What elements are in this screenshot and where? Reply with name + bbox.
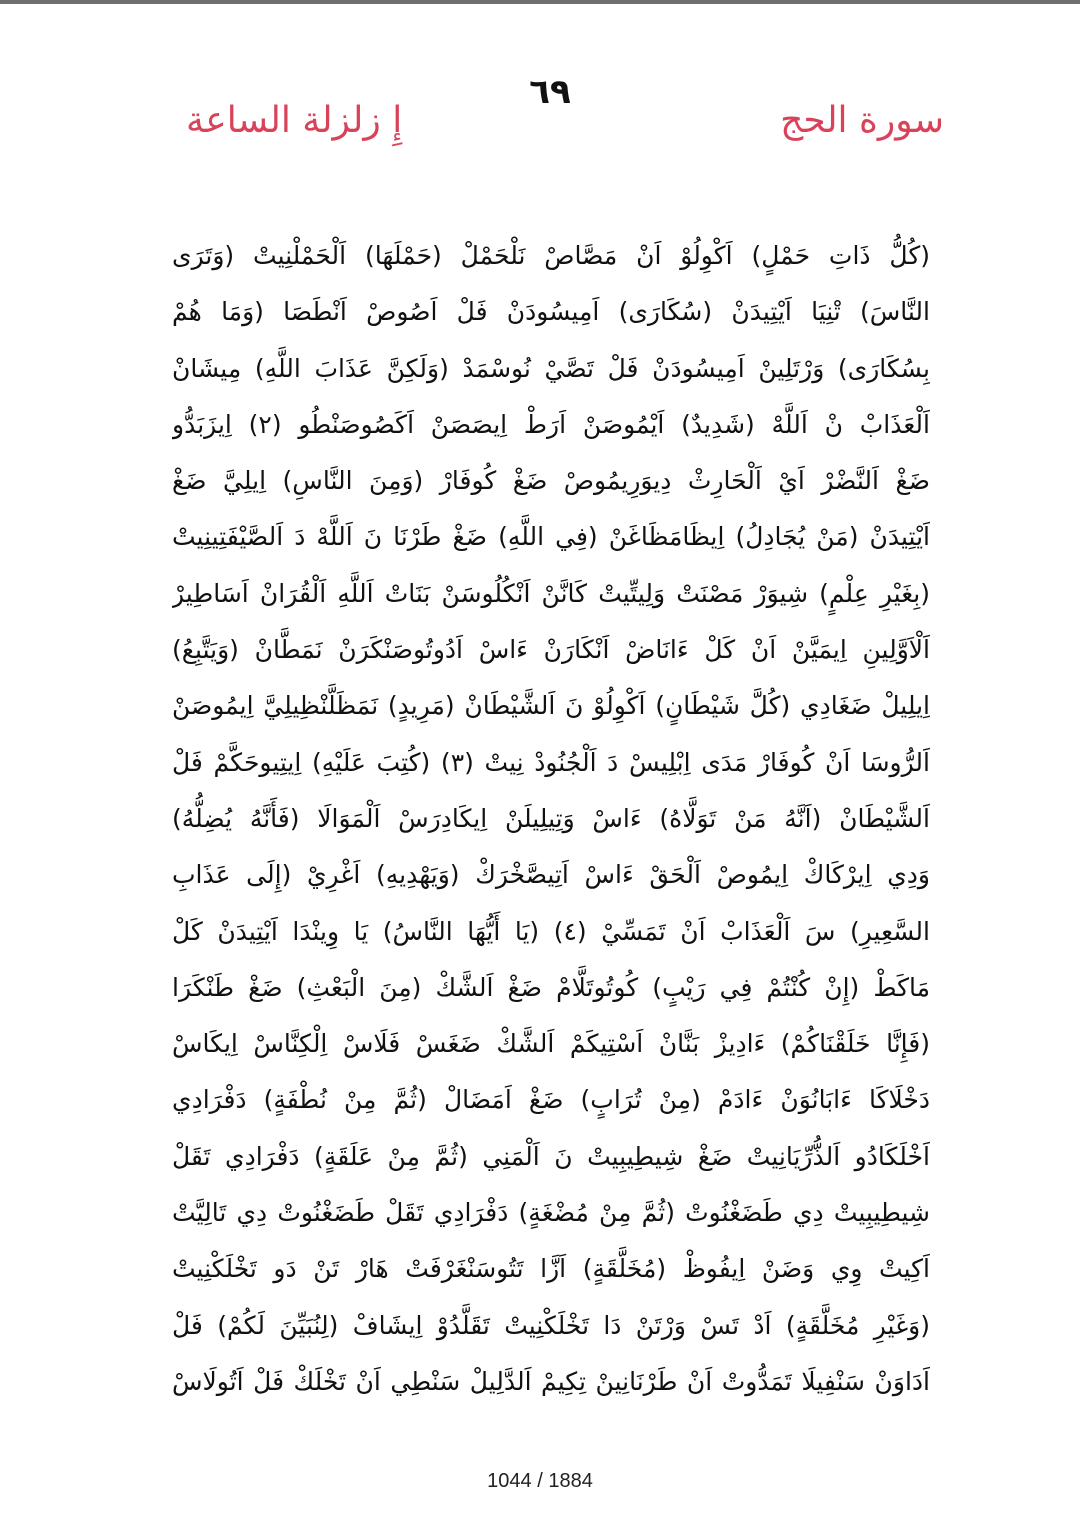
text-line: شِيطِيبِيتْ دِي طَضَغْنُوتْ (ثُمَّ مِنْ مُضْغَةٍ) دَفْرَادِي تَقَلْ طَضَغْنُوتْ دِي تَالِيَّتْ	[172, 1198, 930, 1228]
text-line: ضَغْ اَلنَّضْرْ اَيْ اَلْحَارِثْ دِيوَرِيمُوصْ ضَغْ كُوفَارْ (وَمِنَ النَّاسِ) اِيلِيَّ ضَغْ	[172, 466, 930, 496]
scan-top-edge	[0, 0, 1080, 4]
text-line: (بِغَيْرِ عِلْمٍ) شِيوَرْ مَصْنَتْ وَلِيتِّيتْ كَانَّنْ اَنْكُلُوسَنْ بَنَاتْ اَللَّهِ اَلْقُرَانْ اَسَاطِيرْ	[172, 578, 930, 608]
text-line: السَّعِيرِ) سَ اَلْعَذَابْ اَنْ تَمَسِّيْ (٤) (يَا أَيُّهَا النَّاسُ) يَا وِينْدَا اَيْتِيدَنْ كَلْ	[172, 916, 930, 946]
text-line: بِسُكَارَى) وَرْتَلِينْ اَمِيسُودَنْ فَلْ تَصَّيْ نُوسْمَدْ (وَلَكِنَّ عَذَابَ اللَّهِ) مِيشَانْ	[172, 353, 930, 383]
page-number: ٦٩	[529, 72, 571, 112]
text-line: اَيْتِيدَنْ (مَنْ يُجَادِلُ) اِيظَامَظَاغَنْ (فِي اللَّهِ) ضَغْ طَرْنَا نَ اَللَّهْ دَ اَلصَّيْفَتِينِيتْ	[172, 522, 930, 552]
text-line: اَلرُّوسَا اَنْ كُوفَارْ مَدَى اِبْلِيسْ دَ اَلْجُنُودْ نِيتْ (٣) (كُتِبَ عَلَيْهِ) اِيتِيوحَكَّمْ فَلْ	[172, 747, 930, 777]
text-line: اَلْاَوَّلِينِ اِيمَيَّنْ اَنْ كَلْ ءَانَاضْ اَنْكَارَنْ ءَاسْ اَدُوتُوصَنْكَرَنْ نَمَطَّانْ (وَيَتَّبِعُ)	[172, 635, 930, 665]
text-line: اَخْلَكَادُو اَلذُّرِّيَانِيتْ ضَغْ شِيطِيبِيتْ نَ اَلْمَنِي (ثُمَّ مِنْ عَلَقَةٍ) دَفْرَادِي تَقَلْ	[172, 1141, 930, 1171]
text-line: اِيلِيلْ ضَغَادِي (كُلَّ شَيْطَانٍ) اَكْوِلُوْ نَ اَلشَّيْطَانْ (مَرِيدٍ) نَمَظَلَّنْظِيلِيَّ اِيمُوصَنْ	[172, 691, 930, 721]
page-counter: 1044 / 1884	[487, 1470, 593, 1492]
text-line: (وَغَيْرِ مُخَلَّقَةٍ) اَدْ تَسْ وَرْتَنْ دَا تَخْلَكْنِيتْ تَقَلَّدُوْ اِيشَافْ (لِنُبَيِّنَ لَكُمْ) فَلْ	[172, 1310, 930, 1340]
text-line: اَدَاوَنْ سَنْفِيلَا تَمَدُّوتْ اَنْ طَرْنَانِينْ تِكِيمْ اَلدَّلِيلْ سَنْطِي اَنْ تَخْلَكْ فَلْ اَتُولَاسْ	[172, 1366, 930, 1396]
text-line: اَلْعَذَابْ نْ اَللَّهْ (شَدِيدٌ) اَيْمُوصَنْ اَرَطْ اِيصَصَنْ اَكَصُوصَنْطُو (٢) اِيزَبَدُّو	[172, 409, 930, 439]
text-line: (كُلُّ ذَاتِ حَمْلٍ) اَكْوِلُوْ اَنْ مَصَّاصْ نَلْحَمْلْ (حَمْلَهَا) اَلْحَمْلْنِيتْ (وَتَرَى	[172, 241, 930, 270]
surah-title-handwritten: سورة الحج	[780, 100, 944, 141]
tafsir-body-text	[172, 228, 930, 1410]
text-line: النَّاسَ) تْنِيَا اَيْتِيدَنْ (سُكَارَى) اَمِيسُودَنْ فَلْ اَصُوصْ اَنْطَصَا (وَمَا هُمْ	[172, 297, 930, 327]
text-line: دَخْلَاكَا ءَابَانُوَنْ ءَادَمْ (مِنْ تُرَابٍ) ضَغْ اَمَضَالْ (ثُمَّ مِنْ نُطْفَةٍ) دَفْرَادِي	[172, 1085, 930, 1115]
text-line: مَاكَطْ (إِنْ كُنْتُمْ فِي رَيْبٍ) كُوتُوتَلَّامْ ضَغْ اَلشَّكْ (مِنَ الْبَعْثِ) ضَغْ طَنْكَرَا	[172, 972, 930, 1002]
section-title-handwritten: إِ زلزلة الساعة	[186, 100, 403, 141]
text-line: (فَإِنَّا خَلَقْنَاكُمْ) ءَادِيزْ بَنَّانْ اَسْتِيكَمْ اَلشَّكْ ضَغَسْ فَلَاسْ اِلْكِنَّاسْ اِيكَاسْ	[172, 1029, 930, 1059]
text-line: وَدِي اِيرْكَاكْ اِيمُوصْ اَلْحَقْ ءَاسْ اَتِيصَّخْرَكْ (وَيَهْدِيهِ) اَغْرِيْ (إِلَى عَذَابِ	[172, 860, 930, 890]
text-line: اَلشَّيْطَانْ (اَنَّهُ مَنْ تَوَلَّاهُ) ءَاسْ وَتِيلِيلَنْ اِيكَادِرَسْ اَلْمَوَالَا (فَأَنَّهُ يُضِلُّهُ)	[172, 803, 930, 833]
text-line: اَكِيتْ وِي وَضَنْ اِيفُوظْ (مُخَلَّقَةٍ) اَزَّا تَتُوسَنْغَرْفَتْ هَارْ تَنْ دَو تَخْلَكْنِيتْ	[172, 1254, 930, 1284]
